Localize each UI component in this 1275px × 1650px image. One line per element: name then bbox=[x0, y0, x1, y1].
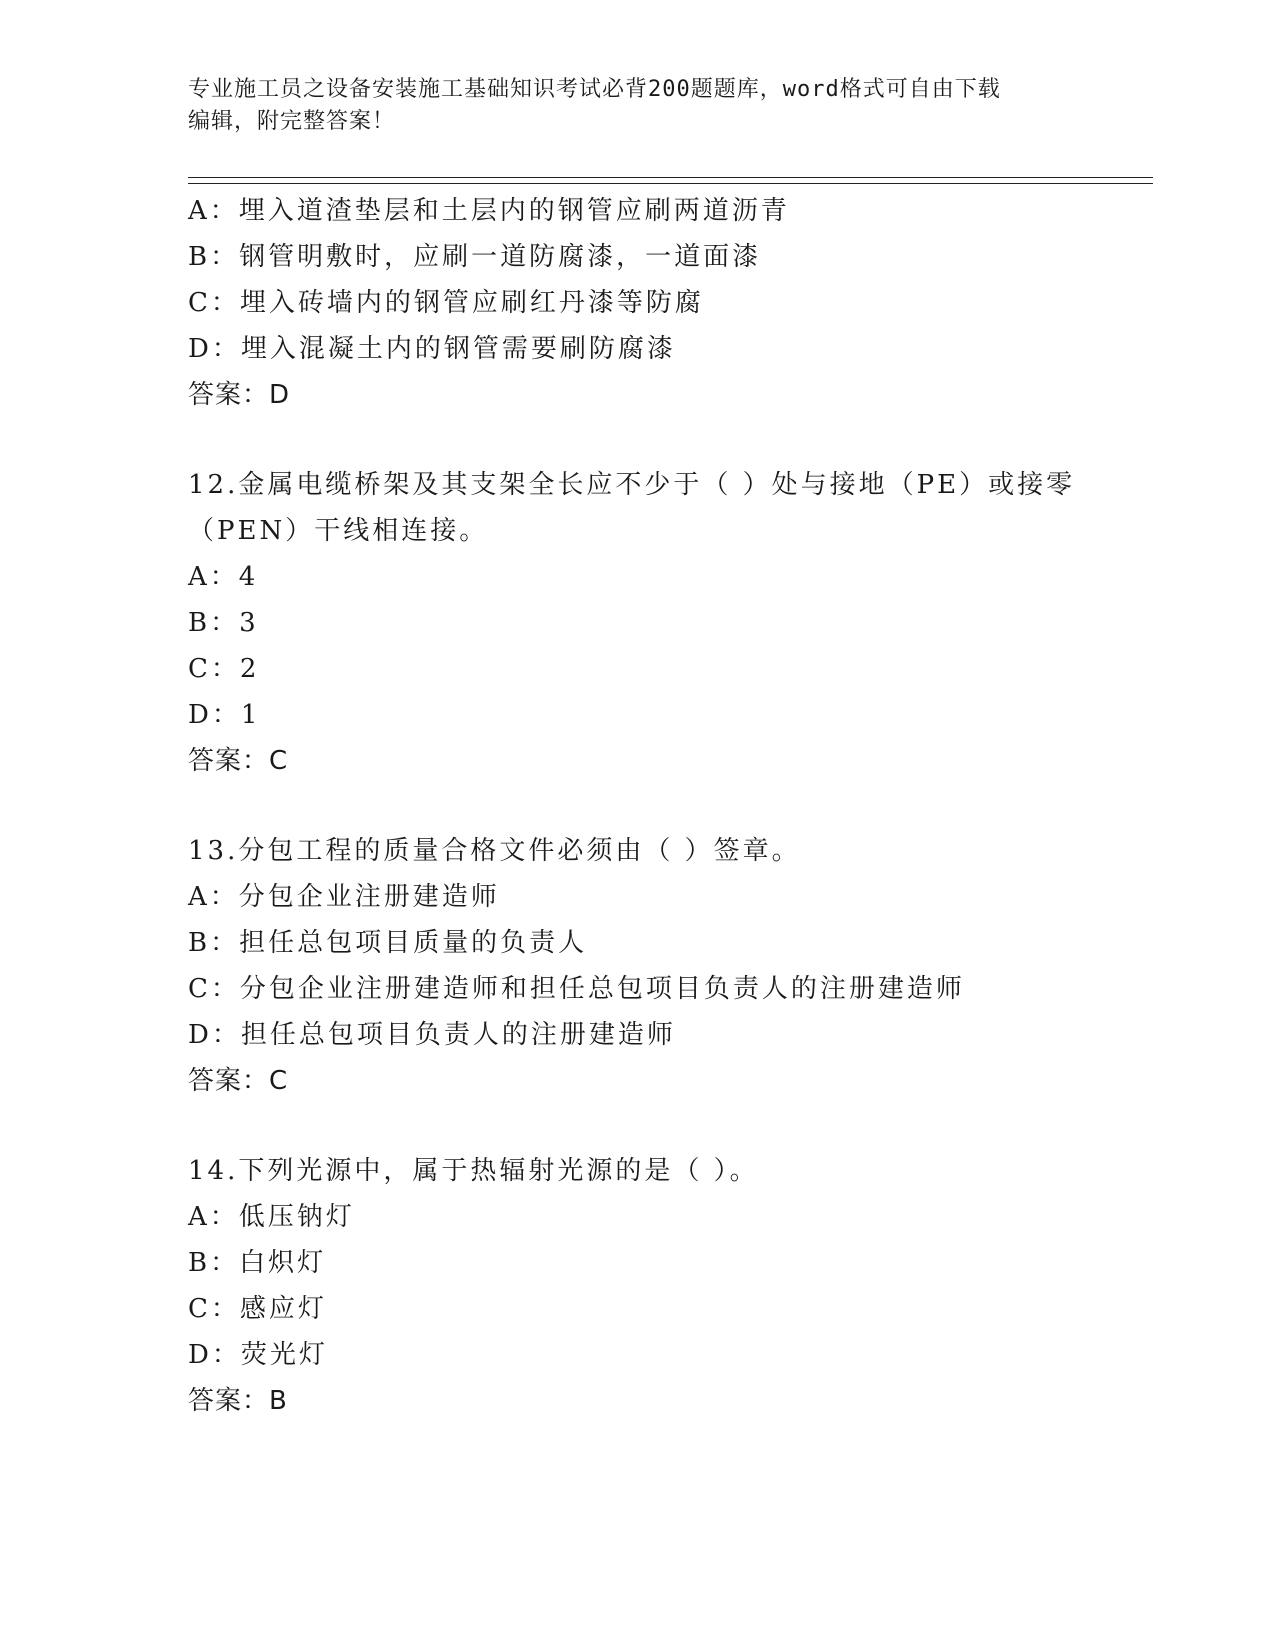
answer: 答案：B bbox=[188, 1386, 288, 1416]
option-c: C：分包企业注册建造师和担任总包项目负责人的注册建造师 bbox=[188, 974, 965, 1004]
spacer bbox=[188, 418, 1148, 462]
question-11 bbox=[188, 188, 1148, 418]
option-b: B：钢管明敷时，应刷一道防腐漆，一道面漆 bbox=[188, 242, 762, 272]
answer: 答案：C bbox=[188, 746, 289, 776]
option-b: B：白炽灯 bbox=[188, 1248, 327, 1278]
question-14 bbox=[188, 1148, 1148, 1424]
answer: 答案：C bbox=[188, 1066, 289, 1096]
option-b: B：担任总包项目质量的负责人 bbox=[188, 928, 588, 958]
question-stem: 14.下列光源中，属于热辐射光源的是（ ）。 bbox=[188, 1156, 759, 1186]
option-c: C：2 bbox=[188, 654, 260, 684]
option-a: A：埋入道渣垫层和土层内的钢管应刷两道沥青 bbox=[188, 196, 790, 226]
option-d: D：1 bbox=[188, 700, 261, 730]
header-divider-bottom bbox=[188, 183, 1153, 184]
option-d: D：荧光灯 bbox=[188, 1340, 328, 1370]
answer: 答案：D bbox=[188, 380, 291, 410]
option-a: A：分包企业注册建造师 bbox=[188, 882, 500, 912]
header-line-1: 专业施工员之设备安装施工基础知识考试必背200题题库，word格式可自由下载 bbox=[188, 77, 1001, 102]
option-c: C：感应灯 bbox=[188, 1294, 327, 1324]
question-12 bbox=[188, 462, 1148, 784]
header-divider-top bbox=[188, 177, 1153, 178]
option-a: A：低压钠灯 bbox=[188, 1202, 355, 1232]
spacer bbox=[188, 1104, 1148, 1148]
question-list bbox=[188, 188, 1148, 1424]
option-d: D：担任总包项目负责人的注册建造师 bbox=[188, 1020, 676, 1050]
option-a: A：4 bbox=[188, 562, 259, 592]
question-stem: 12.金属电缆桥架及其支架全长应不少于（ ）处与接地（PE）或接零 bbox=[188, 470, 1076, 500]
document-header bbox=[188, 74, 1078, 138]
question-13 bbox=[188, 828, 1148, 1104]
option-c: C：埋入砖墙内的钢管应刷红丹漆等防腐 bbox=[188, 288, 704, 318]
option-b: B：3 bbox=[188, 608, 259, 638]
option-d: D：埋入混凝土内的钢管需要刷防腐漆 bbox=[188, 334, 676, 364]
question-stem-continued: （PEN）干线相连接。 bbox=[188, 516, 489, 546]
header-line-2: 编辑，附完整答案！ bbox=[188, 109, 396, 134]
question-stem: 13.分包工程的质量合格文件必须由（ ）签章。 bbox=[188, 836, 801, 866]
spacer bbox=[188, 784, 1148, 828]
